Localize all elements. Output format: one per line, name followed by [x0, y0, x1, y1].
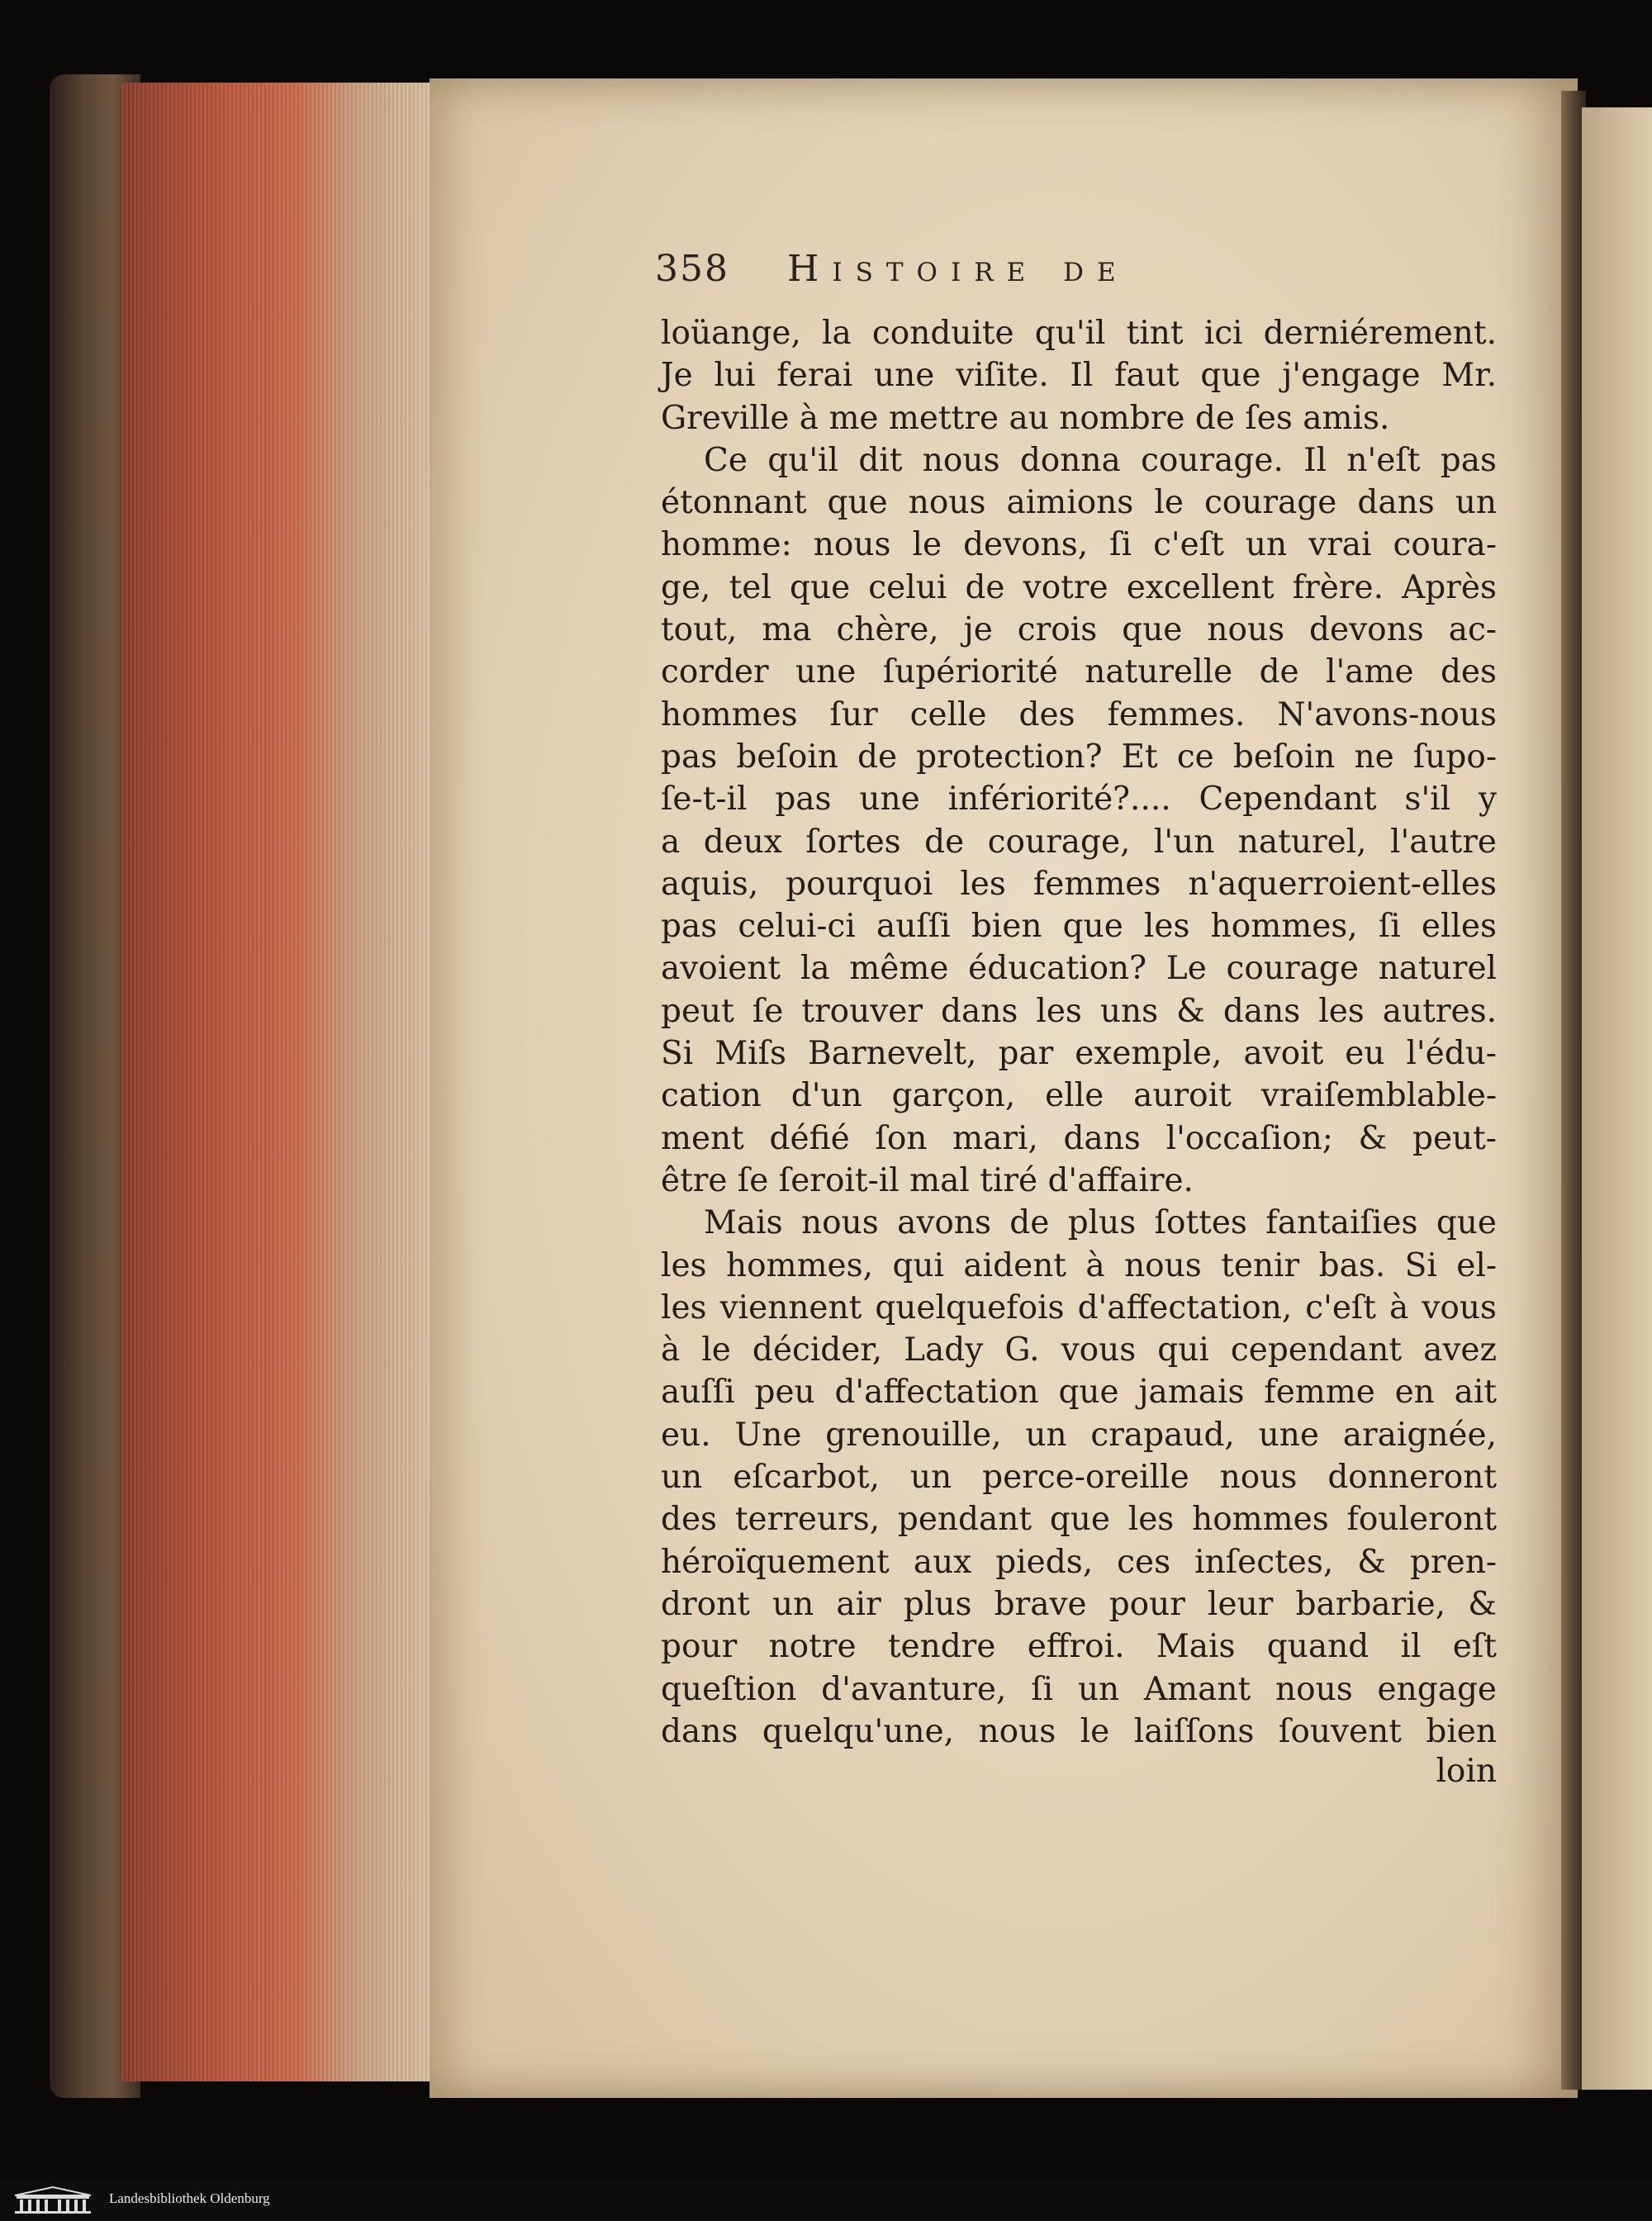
- text-line: tout, ma chère, je crois que nous devons ac-: [661, 611, 1497, 649]
- library-name: Landesbibliothek Oldenburg: [109, 2190, 270, 2206]
- text-line: eu. Une grenouille, un crapaud, une araignée,: [661, 1416, 1497, 1454]
- text-line: un eſcarbot, un perce-oreille nous donneront: [661, 1459, 1497, 1497]
- text-line: pas celui-ci auſſi bien que les hommes, ſi elles: [661, 908, 1497, 946]
- text-line: loüange, la conduite qu'il tint ici derniérement.: [661, 315, 1497, 352]
- text-line: ſe-t-il pas une infériorité?.... Cependant s'il y: [661, 781, 1497, 819]
- text-line: des terreurs, pendant que les hommes fouleront: [661, 1501, 1497, 1539]
- text-line: Ce qu'il dit nous donna courage. Il n'eſt pas: [704, 441, 1497, 479]
- text-line: avoient la même éducation? Le courage naturel: [661, 950, 1497, 988]
- text-line: corder une ſupériorité naturelle de l'ame des: [661, 653, 1497, 691]
- text-line: les viennent quelquefois d'affectation, c'eſt à vous: [661, 1288, 1497, 1326]
- text-line: ge, tel que celui de votre excellent frère. Après: [661, 568, 1497, 606]
- text-line: pas beſoin de protection? Et ce beſoin ne ſupo-: [661, 738, 1497, 776]
- text-line: à le décider, Lady G. vous qui cependant avez: [661, 1331, 1497, 1369]
- text-line: dront un air plus brave pour leur barbarie, &: [661, 1585, 1497, 1623]
- facing-page-edge: [1582, 107, 1652, 2090]
- page-header: [655, 248, 1481, 306]
- text-line: dans quelqu'une, nous le laiſſons ſouvent bien: [661, 1712, 1497, 1750]
- library-building-icon: [12, 2185, 94, 2215]
- page-block-edges: [120, 83, 438, 2081]
- text-line: peut ſe trouver dans les uns & dans les autres.: [661, 992, 1497, 1030]
- text-line: queſtion d'avanture, ſi un Amant nous engage: [661, 1670, 1497, 1708]
- body-text: [661, 312, 1497, 1753]
- catchword: loin: [1436, 1753, 1497, 1790]
- text-line: hommes ſur celle des femmes. N'avons-nous: [661, 695, 1497, 733]
- text-line: étonnant que nous aimions le courage dans un: [661, 484, 1497, 522]
- text-line: pour notre tendre effroi. Mais quand il eſt: [661, 1628, 1497, 1666]
- text-line: aquis, pourquoi les femmes n'aquerroient-elles: [661, 865, 1497, 903]
- text-line: Si Miſs Barnevelt, par exemple, avoit eu l'édu-: [661, 1035, 1497, 1073]
- catchword-line: [661, 1753, 1497, 1796]
- text-line: homme: nous le devons, ſi c'eſt un vrai coura-: [661, 526, 1497, 564]
- text-line: a deux ſortes de courage, l'un naturel, l'autre: [661, 823, 1497, 861]
- text-line: les hommes, qui aident à nous tenir bas. Si el-: [661, 1246, 1497, 1284]
- text-line: Je lui ferai une viſite. Il faut que j'engage Mr.: [661, 357, 1497, 395]
- text-line: Mais nous avons de plus ſottes fantaiſies que: [704, 1204, 1497, 1242]
- text-line: ment défié ſon mari, dans l'occaſion; & peut-: [661, 1119, 1497, 1157]
- text-line: cation d'un garçon, elle auroit vraiſemblable-: [661, 1077, 1497, 1115]
- text-line: auſſi peu d'affectation que jamais femme en ait: [661, 1374, 1497, 1412]
- text-line: être ſe ſeroit-il mal tiré d'affaire.: [661, 1161, 1194, 1199]
- page-number: 358: [655, 248, 729, 290]
- footer-bar: [0, 2179, 1652, 2221]
- text-line: Greville à me mettre au nombre de ſes amis.: [661, 399, 1390, 437]
- running-title: Histoire de: [787, 248, 1129, 290]
- text-line: héroïquement aux pieds, ces inſectes, & pren-: [661, 1543, 1497, 1581]
